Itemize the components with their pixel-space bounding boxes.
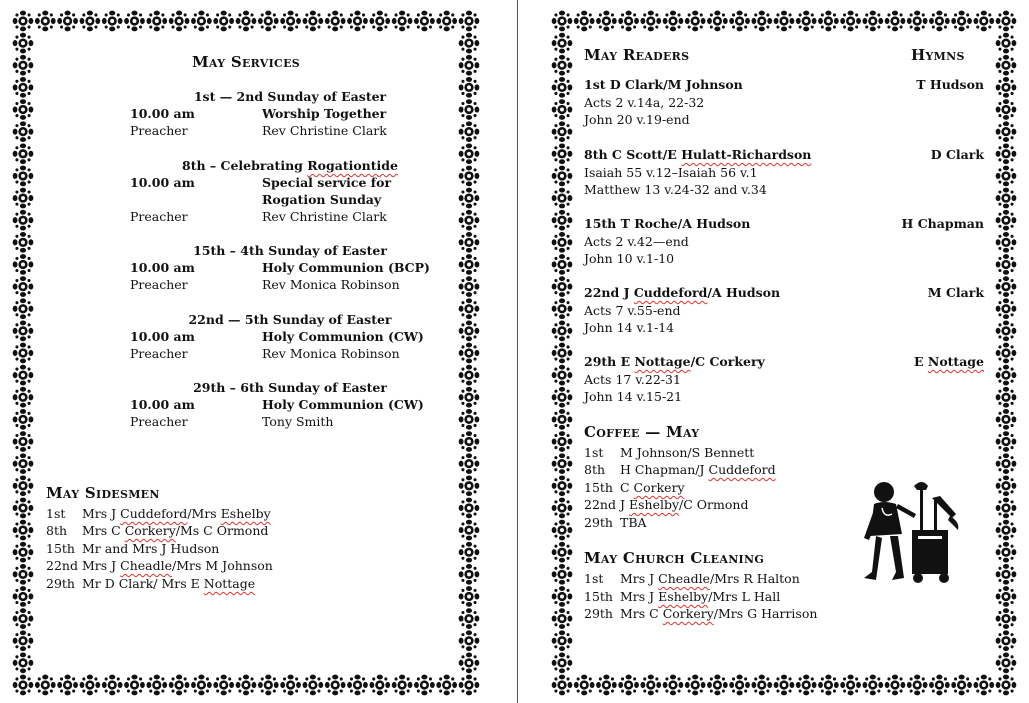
floral-border-icon bbox=[280, 11, 301, 32]
service-name: Holy Communion (CW) bbox=[262, 329, 424, 344]
reading: Matthew 13 v.24-32 and v.34 bbox=[584, 182, 767, 197]
service-name: Holy Communion (CW) bbox=[262, 397, 424, 412]
floral-border-icon bbox=[13, 586, 34, 607]
floral-border-icon bbox=[191, 675, 212, 696]
floral-border-icon bbox=[213, 11, 234, 32]
floral-border-icon bbox=[35, 11, 56, 32]
service-block-5 bbox=[130, 379, 450, 430]
floral-border-icon bbox=[996, 11, 1017, 32]
floral-border-icon bbox=[459, 630, 480, 651]
floral-border-icon bbox=[751, 675, 772, 696]
coffee-row: 8th H Chapman/J Cuddeford bbox=[584, 462, 776, 477]
floral-border-icon bbox=[996, 55, 1017, 76]
floral-border-icon bbox=[618, 11, 639, 32]
floral-border-icon bbox=[80, 675, 101, 696]
floral-border-icon bbox=[13, 675, 34, 696]
floral-border-icon bbox=[818, 11, 839, 32]
floral-border-icon bbox=[13, 520, 34, 541]
floral-border-icon bbox=[57, 675, 78, 696]
floral-border-icon bbox=[124, 675, 145, 696]
floral-border-icon bbox=[13, 99, 34, 120]
floral-border-icon bbox=[459, 409, 480, 430]
floral-border-icon bbox=[414, 675, 435, 696]
floral-border-icon bbox=[996, 608, 1017, 629]
floral-border-icon bbox=[552, 188, 573, 209]
hymns-title: Hymns bbox=[911, 46, 965, 64]
floral-border-icon bbox=[459, 365, 480, 386]
floral-border-icon bbox=[596, 675, 617, 696]
hymn-leader: E Nottage bbox=[914, 354, 984, 369]
floral-border-icon bbox=[459, 608, 480, 629]
reading: John 10 v.1-10 bbox=[584, 251, 675, 266]
floral-border-icon bbox=[973, 11, 994, 32]
cleaning-row: 15th Mrs J Eshelby/Mrs L Hall bbox=[584, 589, 781, 604]
service-block-2 bbox=[130, 157, 450, 225]
floral-border-icon bbox=[552, 232, 573, 253]
service-block-3 bbox=[130, 242, 450, 293]
floral-border-icon bbox=[459, 387, 480, 408]
sidesmen-row: 1st Mrs J Cuddeford/Mrs Eshelby bbox=[46, 506, 271, 521]
preacher-name: Tony Smith bbox=[262, 414, 334, 429]
floral-border-icon bbox=[552, 210, 573, 231]
floral-border-icon bbox=[840, 11, 861, 32]
floral-border-icon bbox=[13, 166, 34, 187]
floral-border-icon bbox=[459, 653, 480, 674]
floral-border-icon bbox=[574, 675, 595, 696]
floral-border-icon bbox=[102, 675, 123, 696]
service-name: Worship Together bbox=[262, 106, 387, 121]
preacher-label: Preacher bbox=[130, 346, 188, 361]
floral-border-icon bbox=[996, 33, 1017, 54]
floral-border-icon bbox=[929, 11, 950, 32]
floral-border-icon bbox=[640, 11, 661, 32]
coffee-row: 1st M Johnson/S Bennett bbox=[584, 445, 755, 460]
service-heading: 29th – 6th Sunday of Easter bbox=[193, 380, 387, 395]
preacher-name: Rev Christine Clark bbox=[262, 123, 387, 138]
floral-border-icon bbox=[885, 675, 906, 696]
floral-border-icon bbox=[459, 321, 480, 342]
floral-border-icon bbox=[552, 365, 573, 386]
hymn-leader: D Clark bbox=[930, 147, 984, 162]
floral-border-icon bbox=[169, 675, 190, 696]
floral-border-icon bbox=[552, 653, 573, 674]
floral-border-icon bbox=[996, 298, 1017, 319]
floral-border-icon bbox=[996, 143, 1017, 164]
floral-border-icon bbox=[996, 586, 1017, 607]
preacher-label: Preacher bbox=[130, 277, 188, 292]
reading: John 20 v.19-end bbox=[584, 112, 690, 127]
floral-border-icon bbox=[996, 99, 1017, 120]
floral-border-icon bbox=[414, 11, 435, 32]
floral-border-icon bbox=[57, 11, 78, 32]
floral-border-icon bbox=[996, 475, 1017, 496]
service-time: 10.00 am bbox=[130, 329, 195, 344]
floral-border-icon bbox=[996, 254, 1017, 275]
preacher-name: Rev Monica Robinson bbox=[262, 346, 400, 361]
floral-border-icon bbox=[618, 675, 639, 696]
floral-border-icon bbox=[258, 675, 279, 696]
floral-border-icon bbox=[13, 33, 34, 54]
floral-border-icon bbox=[102, 11, 123, 32]
floral-border-icon bbox=[996, 409, 1017, 430]
floral-border-icon bbox=[13, 542, 34, 563]
floral-border-icon bbox=[13, 431, 34, 452]
floral-border-icon bbox=[459, 232, 480, 253]
floral-border-icon bbox=[796, 11, 817, 32]
floral-border-icon bbox=[459, 11, 480, 32]
reading: John 14 v.1-14 bbox=[584, 320, 675, 335]
floral-border-icon bbox=[552, 343, 573, 364]
preacher-label: Preacher bbox=[130, 414, 188, 429]
preacher-label: Preacher bbox=[130, 123, 188, 138]
floral-border-icon bbox=[973, 675, 994, 696]
cleaning-title: May Church Cleaning bbox=[584, 549, 765, 567]
floral-border-icon bbox=[552, 542, 573, 563]
floral-border-icon bbox=[552, 55, 573, 76]
floral-border-icon bbox=[459, 99, 480, 120]
floral-border-icon bbox=[596, 11, 617, 32]
floral-border-icon bbox=[552, 298, 573, 319]
floral-border-icon bbox=[459, 298, 480, 319]
reading: Acts 2 v.42—end bbox=[584, 233, 689, 249]
floral-border-icon bbox=[13, 276, 34, 297]
reader-names: 22nd J Cuddeford/A Hudson bbox=[584, 285, 781, 300]
floral-border-icon bbox=[907, 675, 928, 696]
service-name: Special service for Rogation Sunday bbox=[262, 175, 392, 207]
floral-border-icon bbox=[552, 11, 573, 32]
services-title: May Services bbox=[192, 53, 300, 71]
floral-border-icon bbox=[663, 675, 684, 696]
floral-border-icon bbox=[552, 453, 573, 474]
floral-border-icon bbox=[996, 630, 1017, 651]
floral-border-icon bbox=[459, 55, 480, 76]
preacher-name: Rev Monica Robinson bbox=[262, 277, 400, 292]
floral-border-icon bbox=[818, 675, 839, 696]
service-block-4 bbox=[130, 311, 450, 362]
hymn-leader: M Clark bbox=[927, 285, 984, 300]
floral-border-icon bbox=[124, 11, 145, 32]
floral-border-icon bbox=[774, 11, 795, 32]
reading: John 14 v.15-21 bbox=[584, 389, 683, 404]
floral-border-icon bbox=[459, 143, 480, 164]
service-heading: 8th – Celebrating Rogationtide bbox=[182, 158, 398, 173]
floral-border-icon bbox=[929, 675, 950, 696]
floral-border-icon bbox=[552, 675, 573, 696]
floral-border-icon bbox=[325, 675, 346, 696]
floral-border-icon bbox=[552, 321, 573, 342]
floral-border-icon bbox=[213, 675, 234, 696]
floral-border-icon bbox=[552, 431, 573, 452]
floral-border-icon bbox=[996, 653, 1017, 674]
floral-border-icon bbox=[191, 11, 212, 32]
floral-border-icon bbox=[80, 11, 101, 32]
reader-names: 29th E Nottage/C Corkery bbox=[584, 354, 765, 369]
floral-border-icon bbox=[907, 11, 928, 32]
sidesmen-row: 8th Mrs C Corkery/Ms C Ormond bbox=[46, 523, 269, 538]
floral-border-icon bbox=[552, 409, 573, 430]
floral-border-icon bbox=[459, 431, 480, 452]
sidesmen-row: 22nd Mrs J Cheadle/Mrs M Johnson bbox=[46, 558, 273, 573]
floral-border-icon bbox=[685, 11, 706, 32]
floral-border-icon bbox=[996, 232, 1017, 253]
service-time: 10.00 am bbox=[130, 106, 195, 121]
floral-border-icon bbox=[996, 210, 1017, 231]
floral-border-icon bbox=[169, 11, 190, 32]
hymn-leader: H Chapman bbox=[901, 216, 984, 231]
floral-border-icon bbox=[996, 542, 1017, 563]
floral-border-icon bbox=[862, 11, 883, 32]
service-time: 10.00 am bbox=[130, 175, 195, 190]
floral-border-icon bbox=[685, 675, 706, 696]
floral-border-icon bbox=[996, 365, 1017, 386]
floral-border-icon bbox=[459, 276, 480, 297]
floral-border-icon bbox=[13, 653, 34, 674]
floral-border-icon bbox=[13, 475, 34, 496]
service-block-1 bbox=[130, 88, 450, 139]
floral-border-icon bbox=[663, 11, 684, 32]
floral-border-icon bbox=[459, 166, 480, 187]
floral-border-icon bbox=[552, 520, 573, 541]
floral-border-icon bbox=[552, 143, 573, 164]
floral-border-icon bbox=[13, 387, 34, 408]
floral-border-icon bbox=[303, 11, 324, 32]
floral-border-icon bbox=[369, 11, 390, 32]
coffee-row: 22nd J Eshelby/C Ormond bbox=[584, 497, 749, 512]
floral-border-icon bbox=[552, 166, 573, 187]
readers-title: May Readers bbox=[584, 46, 690, 64]
floral-border-icon bbox=[146, 11, 167, 32]
floral-border-icon bbox=[707, 11, 728, 32]
reading: Acts 7 v.55-end bbox=[584, 302, 681, 318]
reader-names: 15th T Roche/A Hudson bbox=[584, 216, 751, 231]
hymn-leader: T Hudson bbox=[916, 77, 984, 92]
sidesmen-row: 29th Mr D Clark/ Mrs E Nottage bbox=[46, 576, 256, 591]
floral-border-icon bbox=[236, 11, 257, 32]
floral-border-icon bbox=[996, 321, 1017, 342]
floral-border-icon bbox=[996, 498, 1017, 519]
floral-border-icon bbox=[13, 232, 34, 253]
reading: Acts 17 v.22-31 bbox=[584, 371, 681, 387]
floral-border-icon bbox=[13, 498, 34, 519]
floral-border-icon bbox=[729, 675, 750, 696]
floral-border-icon bbox=[325, 11, 346, 32]
floral-border-icon bbox=[552, 33, 573, 54]
floral-border-icon bbox=[459, 210, 480, 231]
service-heading: 15th – 4th Sunday of Easter bbox=[193, 243, 387, 258]
floral-border-icon bbox=[13, 254, 34, 275]
floral-border-icon bbox=[640, 675, 661, 696]
floral-border-icon bbox=[13, 365, 34, 386]
floral-border-icon bbox=[459, 564, 480, 585]
floral-border-icon bbox=[996, 343, 1017, 364]
floral-border-icon bbox=[13, 11, 34, 32]
floral-border-icon bbox=[951, 11, 972, 32]
floral-border-icon bbox=[459, 520, 480, 541]
floral-border-icon bbox=[436, 675, 457, 696]
floral-border-icon bbox=[459, 475, 480, 496]
floral-border-icon bbox=[13, 55, 34, 76]
floral-border-icon bbox=[552, 608, 573, 629]
cleaning-row: 1st Mrs J Cheadle/Mrs R Halton bbox=[584, 571, 800, 586]
floral-border-icon bbox=[459, 498, 480, 519]
floral-border-icon bbox=[552, 276, 573, 297]
floral-border-icon bbox=[459, 675, 480, 696]
sidesmen-title: May Sidesmen bbox=[46, 484, 160, 502]
floral-border-icon bbox=[13, 343, 34, 364]
floral-border-icon bbox=[951, 675, 972, 696]
floral-border-icon bbox=[552, 564, 573, 585]
floral-border-icon bbox=[552, 475, 573, 496]
floral-border-icon bbox=[13, 564, 34, 585]
floral-border-icon bbox=[459, 453, 480, 474]
floral-border-icon bbox=[13, 77, 34, 98]
service-heading: 22nd — 5th Sunday of Easter bbox=[188, 312, 392, 327]
reader-entry-3 bbox=[584, 215, 984, 268]
floral-border-icon bbox=[13, 143, 34, 164]
floral-border-icon bbox=[552, 77, 573, 98]
floral-border-icon bbox=[392, 675, 413, 696]
floral-border-icon bbox=[862, 675, 883, 696]
floral-border-icon bbox=[552, 387, 573, 408]
floral-border-icon bbox=[552, 121, 573, 142]
floral-border-icon bbox=[552, 630, 573, 651]
floral-border-icon bbox=[13, 630, 34, 651]
service-heading: 1st — 2nd Sunday of Easter bbox=[193, 89, 387, 104]
floral-border-icon bbox=[459, 121, 480, 142]
floral-border-icon bbox=[996, 188, 1017, 209]
sidesmen-row: 15th Mr and Mrs J Hudson bbox=[46, 541, 220, 556]
floral-border-icon bbox=[996, 276, 1017, 297]
floral-border-icon bbox=[459, 77, 480, 98]
preacher-label: Preacher bbox=[130, 209, 188, 224]
floral-border-icon bbox=[885, 11, 906, 32]
floral-border-icon bbox=[459, 542, 480, 563]
floral-border-icon bbox=[13, 121, 34, 142]
reader-entry-5 bbox=[584, 353, 984, 406]
reader-entry-2 bbox=[584, 146, 984, 199]
floral-border-icon bbox=[996, 431, 1017, 452]
floral-border-icon bbox=[996, 166, 1017, 187]
service-time: 10.00 am bbox=[130, 397, 195, 412]
coffee-row: 15th C Corkery bbox=[584, 480, 685, 495]
floral-border-icon bbox=[347, 675, 368, 696]
floral-border-icon bbox=[459, 343, 480, 364]
reader-names: 1st D Clark/M Johnson bbox=[584, 77, 743, 92]
floral-border-icon bbox=[347, 11, 368, 32]
floral-border-icon bbox=[13, 453, 34, 474]
floral-border-icon bbox=[996, 675, 1017, 696]
floral-border-icon bbox=[13, 608, 34, 629]
floral-border-icon bbox=[774, 675, 795, 696]
floral-border-icon bbox=[369, 675, 390, 696]
cleaner-with-cart-icon bbox=[862, 478, 972, 590]
service-name: Holy Communion (BCP) bbox=[262, 260, 430, 275]
coffee-row: 29th TBA bbox=[584, 515, 647, 530]
floral-border-icon bbox=[303, 675, 324, 696]
coffee-title: Coffee — May bbox=[584, 423, 700, 441]
floral-border-icon bbox=[996, 77, 1017, 98]
floral-border-icon bbox=[574, 11, 595, 32]
floral-border-icon bbox=[796, 675, 817, 696]
floral-border-icon bbox=[996, 453, 1017, 474]
floral-border-icon bbox=[996, 121, 1017, 142]
floral-border-icon bbox=[13, 298, 34, 319]
reader-names: 8th C Scott/E Hulatt-Richardson bbox=[584, 147, 812, 162]
floral-border-icon bbox=[996, 564, 1017, 585]
page-divider bbox=[517, 0, 518, 703]
floral-border-icon bbox=[751, 11, 772, 32]
reading: Acts 2 v.14a, 22-32 bbox=[584, 94, 705, 110]
floral-border-icon bbox=[13, 409, 34, 430]
reading: Isaiah 55 v.12–Isaiah 56 v.1 bbox=[584, 164, 758, 180]
cleaning-row: 29th Mrs C Corkery/Mrs G Harrison bbox=[584, 606, 818, 621]
floral-border-icon bbox=[13, 188, 34, 209]
floral-border-icon bbox=[280, 675, 301, 696]
floral-border-icon bbox=[996, 387, 1017, 408]
floral-border-icon bbox=[13, 321, 34, 342]
floral-border-icon bbox=[459, 586, 480, 607]
floral-border-icon bbox=[729, 11, 750, 32]
floral-border-icon bbox=[392, 11, 413, 32]
floral-border-icon bbox=[258, 11, 279, 32]
floral-border-icon bbox=[459, 254, 480, 275]
floral-border-icon bbox=[707, 675, 728, 696]
floral-border-icon bbox=[35, 675, 56, 696]
reader-entry-1 bbox=[584, 76, 984, 129]
floral-border-icon bbox=[552, 99, 573, 120]
floral-border-icon bbox=[146, 675, 167, 696]
floral-border-icon bbox=[552, 498, 573, 519]
floral-border-icon bbox=[459, 188, 480, 209]
floral-border-icon bbox=[13, 210, 34, 231]
floral-border-icon bbox=[552, 254, 573, 275]
floral-border-icon bbox=[459, 33, 480, 54]
floral-border-icon bbox=[840, 675, 861, 696]
floral-border-icon bbox=[436, 11, 457, 32]
floral-border-icon bbox=[552, 586, 573, 607]
service-time: 10.00 am bbox=[130, 260, 195, 275]
reader-entry-4 bbox=[584, 284, 984, 337]
floral-border-icon bbox=[236, 675, 257, 696]
floral-border-icon bbox=[996, 520, 1017, 541]
preacher-name: Rev Christine Clark bbox=[262, 209, 387, 224]
